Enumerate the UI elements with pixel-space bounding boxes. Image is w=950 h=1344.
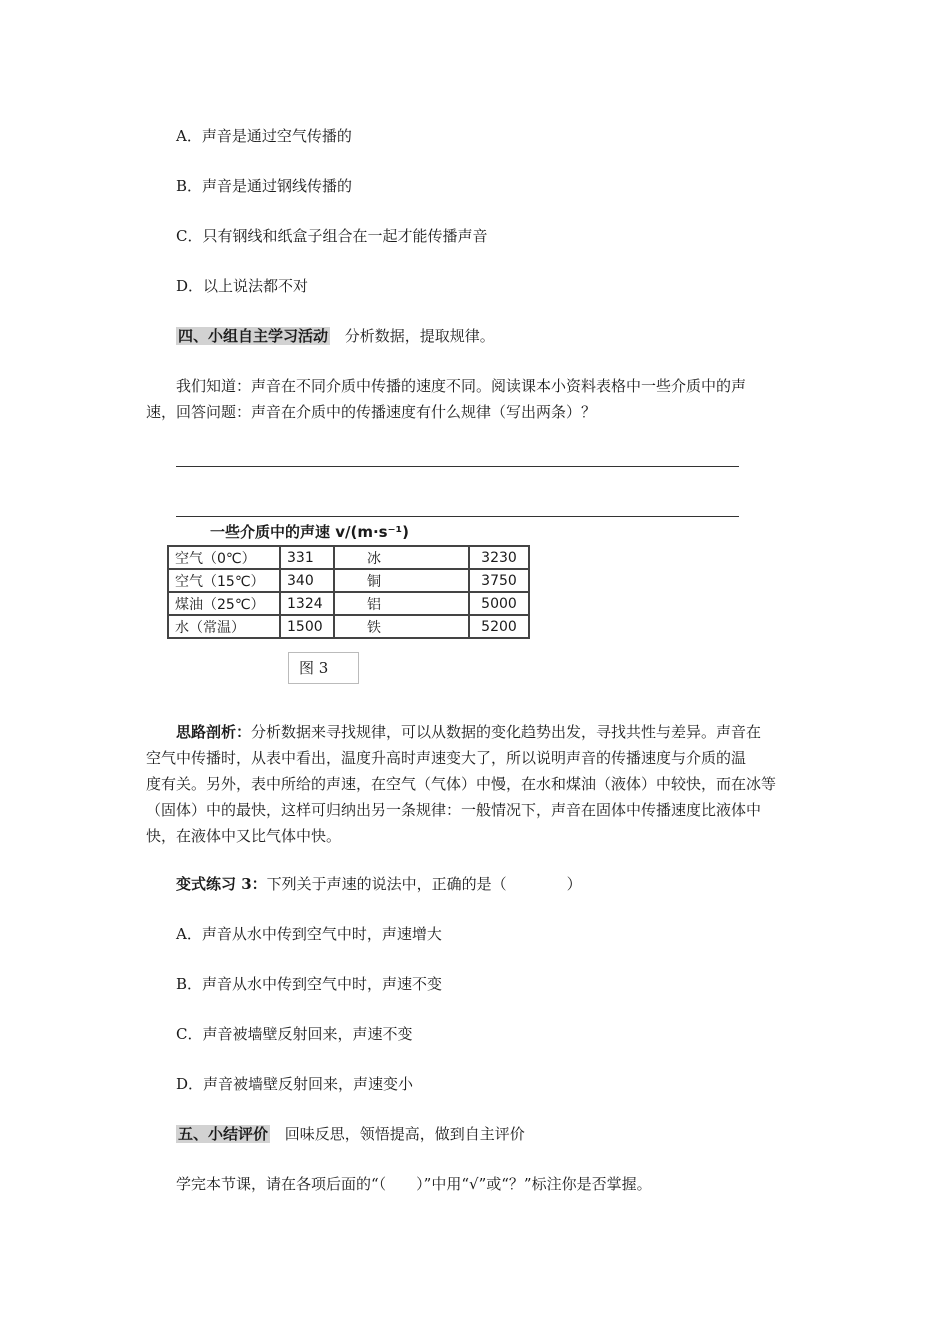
- table-cell: 铁: [334, 615, 469, 638]
- figure-caption: 图 3: [288, 652, 359, 684]
- section5-heading: 五、小结评价: [178, 1125, 269, 1143]
- section5-heading-line: [176, 1124, 525, 1144]
- table-row: [168, 592, 529, 615]
- analysis-line3: 度有关。另外，表中所给的声速，在空气（气体）中慢，在水和煤油（液体）中较快，而在冰等: [146, 775, 777, 793]
- section5-instruction: 学完本节课，请在各项后面的“（ ）”中用“√”或“？”标注你是否掌握。: [176, 1175, 652, 1193]
- option-c: C．只有钢线和纸盒子组合在一起才能传播声音: [176, 227, 488, 245]
- table-cell: 冰: [334, 546, 469, 569]
- exercise3-option-c: C．声音被墙壁反射回来，声速不变: [176, 1025, 413, 1043]
- table-cell: 1324: [280, 592, 334, 615]
- table-cell: 空气（15℃）: [168, 569, 280, 592]
- exercise3-option-d: D．声音被墙壁反射回来，声速变小: [176, 1075, 414, 1093]
- table-cell: 340: [280, 569, 334, 592]
- table-cell: 铝: [334, 592, 469, 615]
- exercise3-question: 下列关于声速的说法中，正确的是（ ）: [266, 875, 582, 893]
- table-row: [168, 569, 529, 592]
- table-cell: 水（常温）: [168, 615, 280, 638]
- section5-subtitle: 回味反思，领悟提高，做到自主评价: [284, 1125, 525, 1143]
- table-row: [168, 615, 529, 638]
- analysis-line1: [176, 722, 761, 742]
- option-b: B．声音是通过钢线传播的: [176, 177, 353, 195]
- table-cell: 煤油（25℃）: [168, 592, 280, 615]
- analysis-line5: 快，在液体中又比气体中快。: [146, 827, 342, 845]
- section4-subtitle: 分析数据，提取规律。: [344, 327, 495, 345]
- exercise3-question-line: [176, 874, 582, 894]
- analysis-label: 思路剖析：: [176, 723, 252, 741]
- table-cell: 5000: [469, 592, 529, 615]
- option-d: D．以上说法都不对: [176, 277, 309, 295]
- section4-intro-line2: 速，回答问题：声音在介质中的传播速度有什么规律（写出两条）？: [146, 403, 597, 421]
- section4-intro-line1: 我们知道：声音在不同介质中传播的速度不同。阅读课本小资料表格中一些介质中的声: [176, 377, 747, 395]
- analysis-line2: 空气中传播时，从表中看出，温度升高时声速变大了，所以说明声音的传播速度与介质的温: [146, 749, 747, 767]
- section4-heading-line: [176, 326, 495, 346]
- table-cell: 3230: [469, 546, 529, 569]
- table-title: 一些介质中的声速 v/(m·s⁻¹): [210, 523, 409, 541]
- analysis-line4: （固体）中的最快，这样可归纳出另一条规律：一般情况下，声音在固体中传播速度比液体中: [146, 801, 762, 819]
- analysis-text: 分析数据来寻找规律，可以从数据的变化趋势出发，寻找共性与差异。声音在: [251, 723, 762, 741]
- table-cell: 3750: [469, 569, 529, 592]
- table-cell: 331: [280, 546, 334, 569]
- option-a: A．声音是通过空气传播的: [176, 127, 352, 145]
- section4-heading: 四、小组自主学习活动: [178, 327, 329, 345]
- table-cell: 5200: [469, 615, 529, 638]
- exercise3-option-b: B．声音从水中传到空气中时，声速不变: [176, 975, 443, 993]
- table-row: [168, 546, 529, 569]
- answer-line-2: [176, 516, 739, 517]
- table-cell: 铜: [334, 569, 469, 592]
- sound-speed-table: [167, 545, 530, 639]
- exercise3-label: 变式练习 3：: [176, 875, 267, 893]
- answer-line-1: [176, 466, 739, 467]
- table-cell: 空气（0℃）: [168, 546, 280, 569]
- exercise3-option-a: A．声音从水中传到空气中时，声速增大: [176, 925, 442, 943]
- table-cell: 1500: [280, 615, 334, 638]
